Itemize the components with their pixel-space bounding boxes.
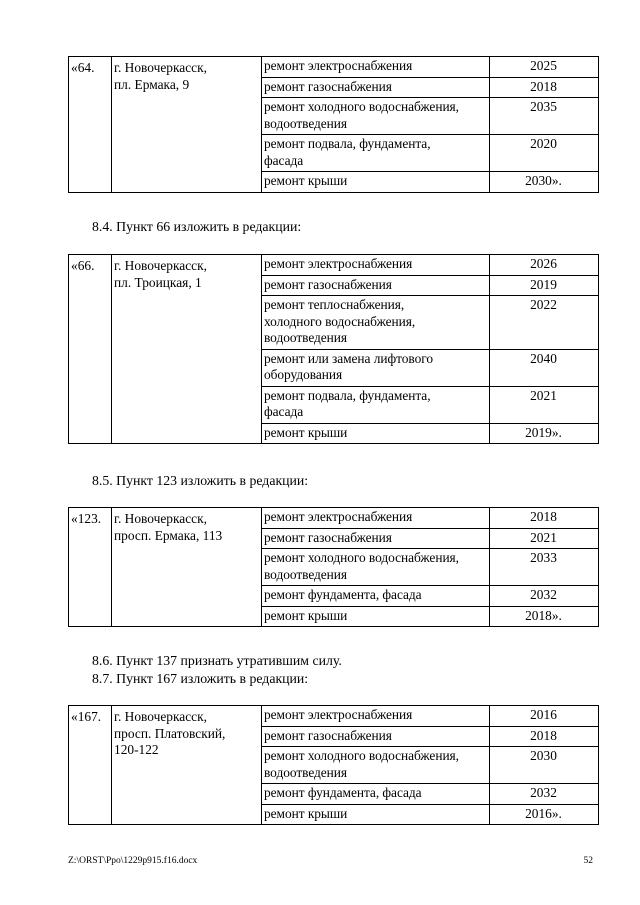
work-type-cell — [262, 172, 490, 193]
work-type-cell-line: ремонт газоснабжения — [264, 78, 392, 94]
paragraph-8-5: 8.5. Пункт 123 изложить в редакции: — [92, 473, 309, 488]
work-type-cell-line: оборудования — [264, 367, 343, 382]
work-type-cell-line: ремонт теплоснабжения, — [264, 297, 405, 312]
work-type-cell-line: ремонт газоснабжения — [264, 727, 392, 743]
table-item-64 — [68, 56, 599, 193]
work-type-cell-line: водоотведения — [264, 115, 348, 131]
year-cell: 2040 — [490, 349, 599, 386]
work-type-cell-line: ремонт подвала, фундамента, — [264, 387, 431, 403]
address-cell — [112, 255, 262, 444]
table-row — [69, 255, 599, 276]
work-type-cell — [262, 726, 490, 747]
footer-page-number: 52 — [583, 856, 593, 866]
address-cell — [112, 57, 262, 193]
work-type-cell — [262, 549, 490, 586]
item-number-cell: «123. — [69, 508, 112, 627]
work-type-cell — [262, 255, 490, 276]
table-item-123 — [68, 507, 599, 627]
table-row — [69, 508, 599, 529]
work-type-cell-line: ремонт фундамента, фасада — [264, 785, 422, 800]
work-type-cell — [262, 275, 490, 296]
work-type-cell-line: фасада — [264, 404, 304, 419]
year-cell: 2021 — [490, 528, 599, 549]
work-type-cell-line: ремонт электроснабжения — [264, 509, 413, 524]
work-type-cell — [262, 784, 490, 805]
year-cell: 2030 — [490, 747, 599, 784]
work-type-cell — [262, 706, 490, 727]
year-cell: 2033 — [490, 549, 599, 586]
year-cell: 2026 — [490, 255, 599, 276]
address-cell-line: г. Новочеркасск, — [114, 511, 207, 526]
item-number-cell: «66. — [69, 255, 112, 444]
work-type-cell-line: ремонт крыши — [264, 607, 348, 623]
work-type-cell — [262, 528, 490, 549]
work-type-cell-line: ремонт подвала, фундамента, — [264, 136, 431, 151]
work-type-cell-line: ремонт электроснабжения — [264, 256, 413, 271]
work-type-cell — [262, 508, 490, 529]
address-cell-line: 120-122 — [114, 742, 159, 757]
work-type-cell — [262, 349, 490, 386]
item-number-cell: «167. — [69, 706, 112, 825]
year-cell: 2032 — [490, 586, 599, 607]
work-type-cell — [262, 386, 490, 423]
year-cell: 2018 — [490, 726, 599, 747]
table-item-167 — [68, 705, 599, 825]
work-type-cell-line: водоотведения — [264, 330, 348, 345]
address-cell-line: г. Новочеркасск, — [114, 258, 207, 273]
year-cell: 2018 — [490, 508, 599, 529]
work-type-cell-line: ремонт холодного водоснабжения, — [264, 550, 459, 565]
address-cell-line: г. Новочеркасск, — [114, 709, 207, 724]
work-type-cell-line: водоотведения — [264, 764, 348, 780]
work-type-cell-line: холодного водоснабжения, — [264, 313, 416, 329]
work-type-cell — [262, 98, 490, 135]
work-type-cell-line: ремонт фундамента, фасада — [264, 587, 422, 602]
year-cell: 2019 — [490, 275, 599, 296]
work-type-cell-line: ремонт крыши — [264, 424, 348, 440]
table-row — [69, 57, 599, 78]
paragraph-8-6: 8.6. Пункт 137 признать утратившим силу. — [92, 653, 342, 668]
work-type-cell-line: ремонт электроснабжения — [264, 58, 413, 73]
year-cell: 2016». — [490, 804, 599, 825]
work-type-cell — [262, 57, 490, 78]
year-cell: 2032 — [490, 784, 599, 805]
work-type-cell — [262, 804, 490, 825]
paragraph-8-4: 8.4. Пункт 66 изложить в редакции: — [92, 219, 302, 234]
year-cell: 2030». — [490, 172, 599, 193]
address-cell — [112, 508, 262, 627]
table-row — [69, 706, 599, 727]
work-type-cell — [262, 606, 490, 627]
item-number-cell: «64. — [69, 57, 112, 193]
paragraph-8-7: 8.7. Пункт 167 изложить в редакции: — [92, 671, 309, 686]
year-cell: 2018 — [490, 77, 599, 98]
work-type-cell — [262, 296, 490, 350]
work-type-cell-line: ремонт электроснабжения — [264, 707, 413, 722]
work-type-cell-line: ремонт крыши — [264, 805, 348, 821]
work-type-cell-line: ремонт газоснабжения — [264, 529, 392, 545]
address-cell-line: пл. Ермака, 9 — [114, 76, 190, 92]
address-cell-line: просп. Платовский, — [114, 725, 226, 741]
year-cell: 2021 — [490, 386, 599, 423]
address-cell — [112, 706, 262, 825]
year-cell: 2025 — [490, 57, 599, 78]
work-type-cell-line: ремонт газоснабжения — [264, 276, 392, 292]
work-type-cell — [262, 586, 490, 607]
work-type-cell — [262, 135, 490, 172]
address-cell-line: г. Новочеркасск, — [114, 60, 207, 75]
table-item-66 — [68, 254, 599, 444]
year-cell: 2018». — [490, 606, 599, 627]
work-type-cell-line: ремонт холодного водоснабжения, — [264, 748, 459, 763]
address-cell-line: просп. Ермака, 113 — [114, 527, 223, 543]
work-type-cell — [262, 423, 490, 444]
work-type-cell — [262, 747, 490, 784]
year-cell: 2020 — [490, 135, 599, 172]
year-cell: 2022 — [490, 296, 599, 350]
year-cell: 2019». — [490, 423, 599, 444]
work-type-cell-line: ремонт или замена лифтового — [264, 350, 433, 366]
work-type-cell-line: фасада — [264, 152, 304, 168]
footer-file-path: Z:\ORST\Ppo\1229p915.f16.docx — [68, 856, 198, 866]
address-cell-line: пл. Троицкая, 1 — [114, 274, 202, 290]
work-type-cell-line: ремонт холодного водоснабжения, — [264, 99, 459, 114]
year-cell: 2016 — [490, 706, 599, 727]
year-cell: 2035 — [490, 98, 599, 135]
work-type-cell-line: водоотведения — [264, 566, 348, 582]
work-type-cell-line: ремонт крыши — [264, 173, 348, 188]
work-type-cell — [262, 77, 490, 98]
